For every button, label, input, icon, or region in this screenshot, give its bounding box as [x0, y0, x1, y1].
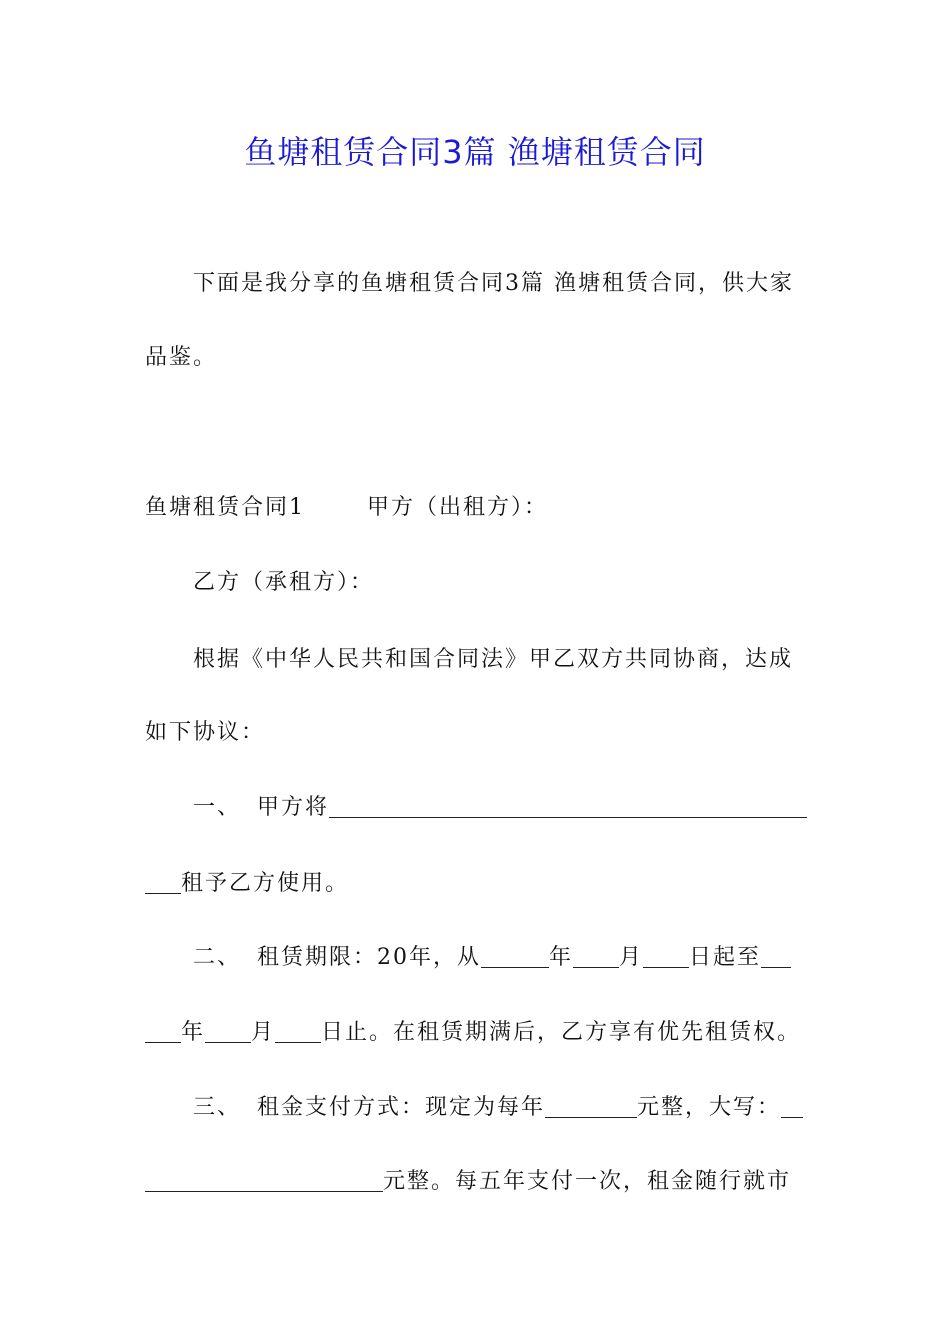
clause-2-line-2 — [145, 1017, 801, 1049]
clause-3-line-1 — [193, 1092, 803, 1124]
blank-field — [481, 945, 549, 968]
intro-line-2: 品鉴。 — [145, 345, 218, 370]
year-label: 年 — [549, 945, 574, 970]
clause-3-number: 三、 — [193, 1095, 242, 1120]
month-label: 月 — [619, 945, 644, 970]
clause-1-text-a: 甲方将 — [257, 795, 330, 820]
clause-3-line-2 — [145, 1166, 791, 1198]
clause-1-number: 一、 — [193, 795, 242, 820]
day-to-label: 日止。在租赁期满后，乙方享有优先租赁权。 — [321, 1020, 802, 1045]
clause-1-text-b: 租予乙方使用。 — [181, 871, 350, 896]
blank-field — [329, 795, 807, 818]
clause-3-text-c: 元整。每五年支付一次，租金随行就市 — [383, 1169, 792, 1194]
day-from-label: 日起至 — [689, 945, 762, 970]
blank-field — [205, 1020, 251, 1043]
blank-field — [145, 1169, 383, 1192]
clause-3-text-b: 元整，大写： — [637, 1095, 782, 1120]
blank-field — [145, 871, 181, 894]
blank-field — [643, 945, 689, 968]
clause-1-line-2 — [145, 868, 349, 900]
party-a-label: 甲方（出租方）： — [367, 495, 549, 520]
basis-line-2: 如下协议： — [145, 720, 266, 745]
document-title: 鱼塘租赁合同3篇 渔塘租赁合同 — [244, 133, 706, 171]
blank-field — [573, 945, 619, 968]
month-label: 月 — [251, 1020, 276, 1045]
blank-field — [781, 1095, 803, 1118]
clause-3-text-a: 租金支付方式：现定为每年 — [257, 1095, 546, 1120]
clause-1-line-1 — [193, 792, 807, 824]
party-b-label: 乙方（承租方）： — [193, 570, 375, 595]
contract-heading-line — [145, 492, 548, 524]
blank-field — [761, 945, 791, 968]
clause-2-text-a: 租赁期限：20年，从 — [257, 945, 482, 970]
clause-2-number: 二、 — [193, 945, 242, 970]
contract-heading: 鱼塘租赁合同1 — [145, 495, 305, 520]
blank-field — [545, 1095, 637, 1118]
blank-field — [145, 1020, 181, 1043]
year-label: 年 — [181, 1020, 206, 1045]
blank-field — [275, 1020, 321, 1043]
intro-line-1: 下面是我分享的鱼塘租赁合同3篇 渔塘租赁合同，供大家 — [193, 271, 794, 296]
basis-line-1: 根据《中华人民共和国合同法》甲乙双方共同协商，达成 — [193, 647, 794, 672]
clause-2-line-1 — [193, 942, 791, 974]
